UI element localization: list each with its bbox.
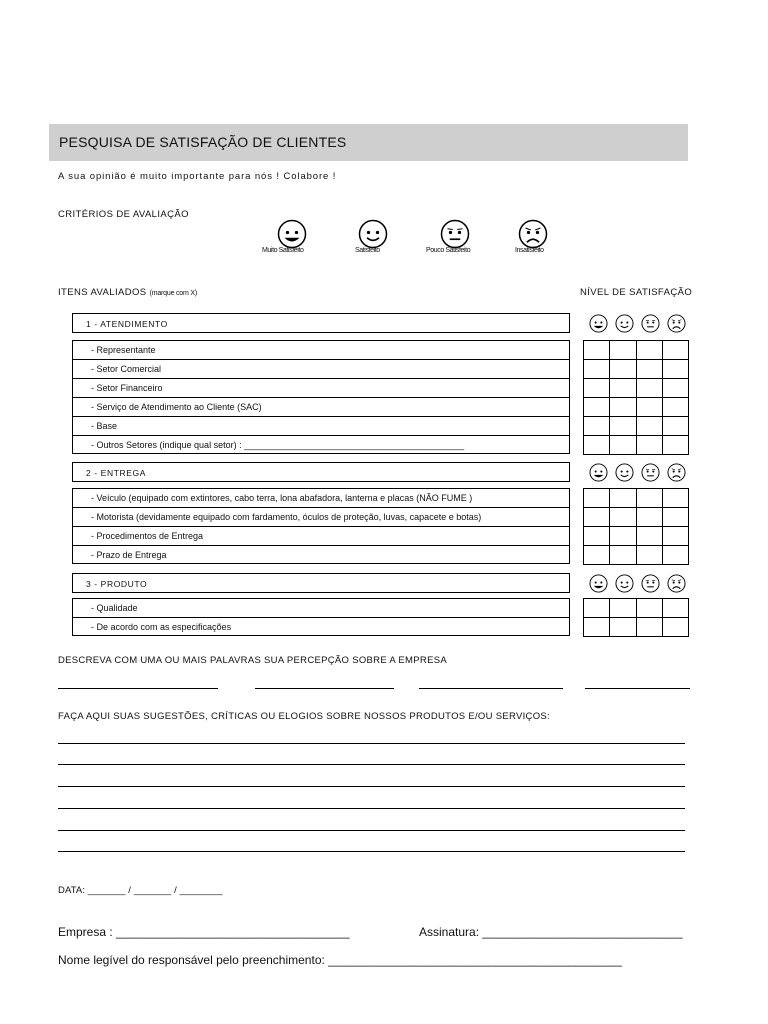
criteria-heading: CRITÉRIOS DE AVALIAÇÃO	[58, 209, 189, 220]
rating-row	[584, 379, 689, 398]
neutral-face-icon	[641, 463, 660, 487]
rating-checkbox[interactable]	[610, 398, 636, 417]
list-item	[73, 617, 569, 636]
list-item	[73, 397, 569, 416]
rating-checkbox[interactable]	[636, 417, 662, 436]
rating-checkbox[interactable]	[584, 618, 610, 637]
suggest-line-6[interactable]	[58, 851, 685, 852]
item-label: - Base	[91, 421, 118, 431]
rating-row	[584, 360, 689, 379]
rating-grid	[583, 598, 689, 637]
section-title: 1 - ATENDIMENTO	[86, 319, 168, 329]
list-item	[73, 435, 569, 454]
neutral-face-icon	[641, 314, 660, 338]
section-items	[72, 488, 570, 564]
sad-face-icon	[667, 574, 686, 598]
item-label: - Motorista (devidamente equipado com fardamento, óculos de proteção, luvas, capacete e botas)	[91, 512, 482, 522]
sad-face-icon	[667, 463, 686, 487]
rating-checkbox[interactable]	[610, 360, 636, 379]
list-item	[73, 507, 569, 526]
rating-checkbox[interactable]	[662, 546, 688, 565]
neutral-face-icon	[641, 574, 660, 598]
describe-line-2[interactable]	[255, 688, 394, 689]
rating-checkbox[interactable]	[584, 546, 610, 565]
rating-row	[584, 508, 689, 527]
section-title: 2 - ENTREGA	[86, 468, 146, 478]
describe-heading: DESCREVA COM UMA OU MAIS PALAVRAS SUA PERCEPÇÃO SOBRE A EMPRESA	[58, 655, 447, 666]
suggest-line-4[interactable]	[58, 808, 685, 809]
rating-checkbox[interactable]	[636, 618, 662, 637]
form-title: PESQUISA DE SATISFAÇÃO DE CLIENTES	[59, 134, 347, 150]
rating-checkbox[interactable]	[636, 599, 662, 618]
happy-face-icon	[615, 314, 634, 338]
rating-checkbox[interactable]	[584, 599, 610, 618]
suggest-line-5[interactable]	[58, 830, 685, 831]
suggest-heading: FAÇA AQUI SUAS SUGESTÕES, CRÍTICAS OU ELOGIOS SOBRE NOSSOS PRODUTOS E/OU SERVIÇOS:	[58, 711, 550, 722]
rating-checkbox[interactable]	[584, 360, 610, 379]
criteria-level-label: Satisfeito	[355, 247, 380, 254]
rating-checkbox[interactable]	[662, 599, 688, 618]
rating-checkbox[interactable]	[610, 599, 636, 618]
rating-row	[584, 398, 689, 417]
section-items	[72, 598, 570, 636]
rating-row	[584, 599, 689, 618]
rating-checkbox[interactable]	[584, 379, 610, 398]
very-happy-face-icon	[589, 463, 608, 487]
rating-grid	[583, 488, 689, 565]
rating-checkbox[interactable]	[636, 360, 662, 379]
date-field[interactable]: DATA: _______ / _______ / ________	[58, 885, 223, 896]
list-item	[73, 598, 569, 617]
rating-row	[584, 341, 689, 360]
items-heading-note: (marque com X)	[149, 290, 197, 297]
rating-row	[584, 618, 689, 637]
empresa-field[interactable]: Empresa : ___________________________________	[58, 925, 350, 939]
nome-field[interactable]: Nome legível do responsável pelo preenchimento: ____________________________________________	[58, 953, 622, 967]
rating-checkbox[interactable]	[636, 341, 662, 360]
rating-checkbox[interactable]	[610, 379, 636, 398]
rating-checkbox[interactable]	[610, 436, 636, 455]
rating-checkbox[interactable]	[662, 341, 688, 360]
criteria-level-label: Muito Satisfeito	[262, 247, 304, 254]
rating-checkbox[interactable]	[636, 546, 662, 565]
sad-face-icon	[667, 314, 686, 338]
rating-checkbox[interactable]	[584, 341, 610, 360]
very-happy-face-icon	[589, 314, 608, 338]
section-header	[72, 313, 570, 333]
items-heading-label: ITENS AVALIADOS	[58, 287, 147, 298]
rating-checkbox[interactable]	[610, 508, 636, 527]
rating-checkbox[interactable]	[662, 398, 688, 417]
very-happy-face-icon	[589, 574, 608, 598]
item-label: - De acordo com as especificações	[91, 622, 232, 632]
list-item	[73, 526, 569, 545]
rating-checkbox[interactable]	[662, 527, 688, 546]
suggest-line-3[interactable]	[58, 786, 685, 787]
item-label: - Outros Setores (indique qual setor) : ____________________________________________	[91, 440, 465, 450]
rating-checkbox[interactable]	[610, 341, 636, 360]
rating-checkbox[interactable]	[662, 360, 688, 379]
describe-line-3[interactable]	[419, 688, 563, 689]
list-item	[73, 359, 569, 378]
rating-checkbox[interactable]	[636, 508, 662, 527]
rating-checkbox[interactable]	[584, 508, 610, 527]
list-item	[73, 378, 569, 397]
rating-checkbox[interactable]	[584, 398, 610, 417]
rating-grid	[583, 340, 689, 455]
rating-row	[584, 527, 689, 546]
rating-checkbox[interactable]	[662, 489, 688, 508]
form-header	[49, 124, 688, 161]
item-label: - Procedimentos de Entrega	[91, 531, 204, 541]
rating-checkbox[interactable]	[662, 379, 688, 398]
rating-checkbox[interactable]	[636, 379, 662, 398]
item-label: - Prazo de Entrega	[91, 550, 167, 560]
describe-line-1[interactable]	[58, 688, 218, 689]
rating-checkbox[interactable]	[610, 417, 636, 436]
rating-checkbox[interactable]	[584, 417, 610, 436]
list-item	[73, 545, 569, 564]
happy-face-icon	[615, 463, 634, 487]
rating-checkbox[interactable]	[584, 489, 610, 508]
list-item	[73, 340, 569, 359]
rating-checkbox[interactable]	[584, 436, 610, 455]
rating-row	[584, 489, 689, 508]
rating-row	[584, 436, 689, 455]
rating-checkbox[interactable]	[636, 489, 662, 508]
describe-line-4[interactable]	[585, 688, 690, 689]
list-item	[73, 416, 569, 435]
suggest-line-2[interactable]	[58, 764, 685, 765]
criteria-level-label: Pouco Satisfeito	[426, 247, 471, 254]
rating-checkbox[interactable]	[610, 546, 636, 565]
rating-checkbox[interactable]	[610, 489, 636, 508]
items-heading	[58, 287, 197, 298]
rating-checkbox[interactable]	[636, 398, 662, 417]
rating-checkbox[interactable]	[662, 436, 688, 455]
section-title: 3 - PRODUTO	[86, 579, 148, 589]
item-label: - Setor Financeiro	[91, 383, 163, 393]
item-label: - Serviço de Atendimento ao Cliente (SAC)	[91, 402, 262, 412]
rating-checkbox[interactable]	[610, 618, 636, 637]
section-header	[72, 462, 570, 482]
rating-row	[584, 546, 689, 565]
section-header	[72, 573, 570, 593]
section-items	[72, 340, 570, 454]
criteria-level-label: Insatisfeito	[515, 247, 544, 254]
rating-checkbox[interactable]	[662, 618, 688, 637]
item-label: - Setor Comercial	[91, 364, 162, 374]
happy-face-icon	[615, 574, 634, 598]
rating-checkbox[interactable]	[636, 436, 662, 455]
form-subtitle: A sua opinião é muito importante para nós ! Colabore !	[58, 171, 337, 182]
rating-checkbox[interactable]	[662, 508, 688, 527]
list-item	[73, 488, 569, 507]
rating-checkbox[interactable]	[584, 527, 610, 546]
assinatura-field[interactable]: Assinatura: ______________________________	[419, 925, 683, 939]
item-label: - Qualidade	[91, 603, 138, 613]
item-label: - Veículo (equipado com extintores, cabo terra, lona abafadora, lanterna e placas (NÃO FUME )	[91, 493, 473, 503]
rating-checkbox[interactable]	[636, 527, 662, 546]
item-label: - Representante	[91, 345, 156, 355]
suggest-line-1[interactable]	[58, 743, 685, 744]
rating-row	[584, 417, 689, 436]
rating-checkbox[interactable]	[610, 527, 636, 546]
level-heading: NÍVEL DE SATISFAÇÃO	[580, 287, 693, 298]
rating-checkbox[interactable]	[662, 417, 688, 436]
